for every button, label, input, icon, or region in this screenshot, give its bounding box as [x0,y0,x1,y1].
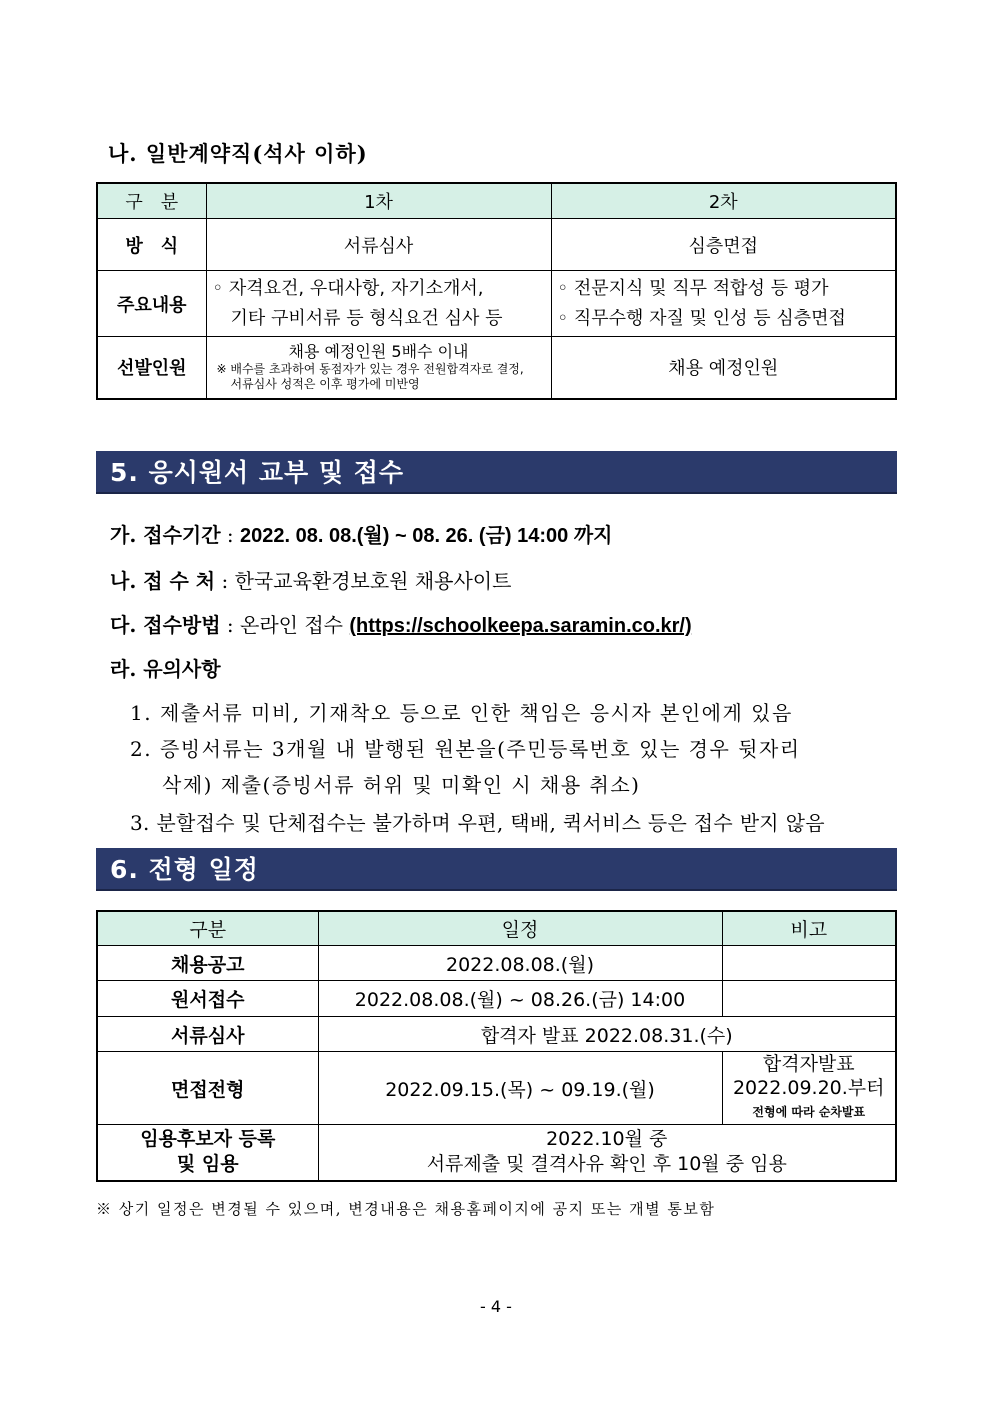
section-5-header: 5. 응시원서 교부 및 접수 [96,451,897,494]
header-category: 구 분 [97,183,206,219]
header-first-round: 1차 [206,183,551,219]
row-label: 면접전형 [97,1052,318,1125]
row-label: 원서접수 [97,981,318,1017]
header-remarks: 비고 [722,911,896,946]
item-method-label: 다. 접수방법 [110,613,221,637]
schedule-table [96,910,897,1182]
item-period-value: 2022. 08. 08.(월) ~ 08. 26. (금) 14:00 까지 [240,525,613,547]
note-line: 전형에 따라 순차발표 [752,1105,866,1119]
table-row [97,337,896,399]
schedule-footnote: ※ 상기 일정은 변경될 수 있으며, 변경내용은 채용홈페이지에 공지 또는 개별 통보함 [96,1200,716,1218]
schedule-date [318,1125,896,1181]
row-label-content: 주요내용 [97,271,206,337]
schedule-note [722,981,896,1017]
note-3: 3. 분할접수 및 단체접수는 불가하며 우편, 택배, 퀵서비스 등은 접수 받지 않음 [130,811,825,835]
schedule-date: 2022.08.08.(월) [318,946,722,981]
schedule-line: 2022.10월 중 [546,1128,668,1151]
schedule-date: 2022.08.08.(월) ~ 08.26.(금) 14:00 [318,981,722,1017]
table-row [97,1125,896,1181]
cell-selection-second: 채용 예정인원 [551,337,896,399]
row-label-selection: 선발인원 [97,337,206,399]
header-category: 구분 [97,911,318,946]
header-schedule: 일정 [318,911,722,946]
note-line: 합격자발표 [762,1053,855,1075]
item-notes-label: 라. 유의사항 [110,657,221,681]
content-second-line: ◦ 직무수행 자질 및 인성 등 심층면접 [557,307,846,329]
content-first-line: 기타 구비서류 등 형식요건 심사 등 [230,307,503,329]
table-row [97,981,896,1017]
separator: : [226,523,234,547]
page-number: - 4 - [480,1297,512,1316]
content-first-line: ◦ 자격요건, 우대사항, 자기소개서, [212,277,484,299]
selection-note: ※ 배수를 초과하여 동점자가 있는 경우 전원합격자로 결정, [216,362,524,377]
cell-method-first: 서류심사 [206,219,551,271]
application-site-link[interactable]: (https://schoolkeepa.saramin.co.kr/) [349,615,692,637]
selection-note: 서류심사 성적은 이후 평가에 미반영 [230,377,420,392]
item-method [110,609,692,638]
schedule-date: 합격자 발표 2022.08.31.(수) [318,1017,896,1052]
row-label: 채용공고 [97,946,318,981]
row-label-line: 임용후보자 등록 [140,1128,276,1151]
cell-content-second [551,271,896,337]
separator: : [221,569,229,593]
schedule-date: 2022.09.15.(목) ~ 09.19.(월) [318,1052,722,1125]
item-period [110,519,612,548]
separator: : [226,613,234,637]
table-row [97,946,896,981]
item-place [110,565,511,594]
item-period-label: 가. 접수기간 [110,523,221,547]
table-row [97,1017,896,1052]
section-6-header: 6. 전형 일정 [96,848,897,891]
table-row [97,271,896,337]
item-place-value: 한국교육환경보호원 채용사이트 [234,569,512,593]
item-method-value: 온라인 접수 [240,613,343,637]
note-2-continued: 삭제) 제출(증빙서류 허위 및 미확인 시 채용 취소) [162,773,641,797]
selection-main: 채용 예정인원 5배수 이내 [288,342,469,362]
selection-method-table [96,182,897,400]
cell-selection-first [206,337,551,399]
row-label-method: 방 식 [97,219,206,271]
note-line: 2022.09.20.부터 [732,1077,885,1099]
item-notes-heading [110,653,221,682]
content-second-line: ◦ 전문지식 및 직무 적합성 등 평가 [557,277,829,299]
table-header-row [97,183,896,219]
schedule-note [722,1052,896,1125]
section-subtitle: 나. 일반계약직(석사 이하) [108,141,368,166]
note-1: 1. 제출서류 미비, 기재착오 등으로 인한 책임은 응시자 본인에게 있음 [130,701,793,725]
cell-content-first [206,271,551,337]
table-row [97,219,896,271]
cell-method-second: 심층면접 [551,219,896,271]
note-2: 2. 증빙서류는 3개월 내 발행된 원본을(주민등록번호 있는 경우 뒷자리 [130,737,801,761]
row-label [97,1125,318,1181]
schedule-note [722,946,896,981]
row-label-line: 및 임용 [176,1153,239,1176]
table-header-row [97,911,896,946]
schedule-line: 서류제출 및 결격사유 확인 후 10월 중 임용 [426,1153,787,1176]
row-label: 서류심사 [97,1017,318,1052]
table-row [97,1052,896,1125]
item-place-label: 나. 접 수 처 [110,569,216,593]
header-second-round: 2차 [551,183,896,219]
